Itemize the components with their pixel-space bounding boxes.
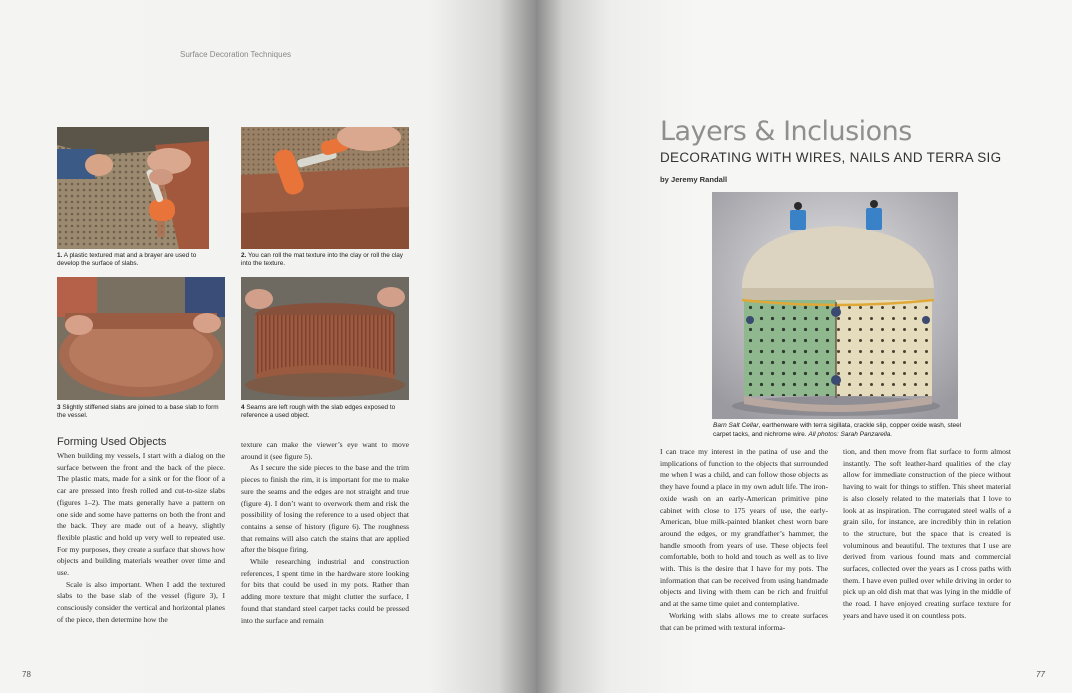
right-column-1 (660, 446, 828, 633)
page-number-right: 77 (1036, 670, 1045, 679)
caption-figure-4: 4 Seams are left rough with the slab edges exposed to reference a used object. (241, 404, 396, 419)
article-subtitle: DECORATING WITH WIRES, NAILS AND TERRA SIG (660, 150, 1002, 165)
right-column-2 (843, 446, 1011, 622)
photo-caption: Barn Salt Cellar, earthenware with terra sigillata, crackle slip, copper oxide wash, steel carpet tacks, and nichrome wire. All photos: Sarah Panzarella. (713, 422, 962, 438)
caption-figure-1: 1. A plastic textured mat and a brayer are used to develop the surface of slabs. (57, 252, 197, 267)
caption-figure-2: 2. You can roll the mat texture into the clay or roll the clay into the texture. (241, 252, 403, 267)
paragraph: Working with slabs allows me to create surfaces that can be primed with textural informa- (660, 610, 828, 632)
running-head: Surface Decoration Techniques (180, 50, 292, 59)
left-column-2 (241, 439, 409, 626)
paragraph: When building my vessels, I start with a dialog on the surface between the front and the back of the piece. The plastic mats, made for a sink or for the floor of a car are pressed into fresh rolled and cut-to-size slabs (figures 1–2). The mats generally have a pattern on one side and some have patterns on both the front and the back. They are made out of a heavy, slightly flexible plastic and hold up very well to repeated use. For my purposes, they create a surface that shows how objects and building materials weather over time and use. (57, 451, 225, 578)
paragraph: While researching industrial and construction references, I spent time in the hardware store looking for bits that could be used in my pots. Rather than adding more texture that might clutter the surface, I found that standard steel carpet tacks could be pressed into the surface and remain (241, 557, 409, 625)
photo-rough-seams (241, 277, 409, 400)
paragraph: texture can make the viewer’s eye want to move around it (see figure 5). (241, 440, 409, 461)
paragraph: As I secure the side pieces to the base and the trim pieces to finish the rim, it is important for me to make sure the seams and the edges are not straight and true (figure 4). I don’t want to overwork them and risk the possibility of losing the reference to a used object that contains a sense of history (figure 6). The roughness that remains will also catch the stains that are applied after the bisque firing. (241, 463, 409, 555)
paragraph: tion, and then move from flat surface to form almost instantly. The soft leather-hard qualities of the clay allow for immediate construction of the piece without having to wait for things to stiffen. This sheet material is also closely related to the materials that I love to look at as inspiration. The corrugated steel walls of a grain silo, for instance, are incredibly thin in relation to the structure, but the space that is created is voluminous and beautiful. The textures that I use are derived from various found mats and commercial surfaces, collected over the years as I cross paths with them. I have even pulled over while driving in order to pick up an old dish mat that was lying in the middle of the road. I have enjoyed creating surface texture for years and have used it on countless pots. (843, 447, 1011, 620)
left-column-1 (57, 450, 225, 626)
photo-slabs-joined (57, 277, 225, 400)
article-title: Layers & Inclusions (660, 116, 912, 147)
paragraph: I can trace my interest in the patina of use and the implications of function to the objects that surrounded me when I was a child, and can follow those objects as they have found a place in my own adult life. The iron-oxide wash on an early-American primitive pine cabinet with close to 175 years of use, the early-American, blue milk-painted blanket chest worn bare around the edges, or my grandfather’s hammer, the handle smooth from years of use. These objects feel comfortable, both to hold and touch as well as to live with. This is the desire that I have for my pots. The information that can be received from using handmade objects and living with them can be rich and fruitful and at the same time quiet and contemplative. (660, 447, 828, 609)
photo-brayer-on-mat (57, 127, 209, 249)
byline: by Jeremy Randall (660, 175, 728, 184)
photo-barn-salt-cellar (712, 192, 958, 419)
section-heading: Forming Used Objects (57, 436, 167, 448)
paragraph: Scale is also important. When I add the textured slabs to the base slab of the vessel (figure 3), I consciously consider the vertical and horizontal planes of the piece, then determine how the (57, 579, 225, 624)
page-number-left: 78 (22, 670, 31, 679)
photo-rolling-clay (241, 127, 409, 249)
caption-figure-3: 3 Slightly stiffened slabs are joined to a base slab to form the vessel. (57, 404, 219, 419)
